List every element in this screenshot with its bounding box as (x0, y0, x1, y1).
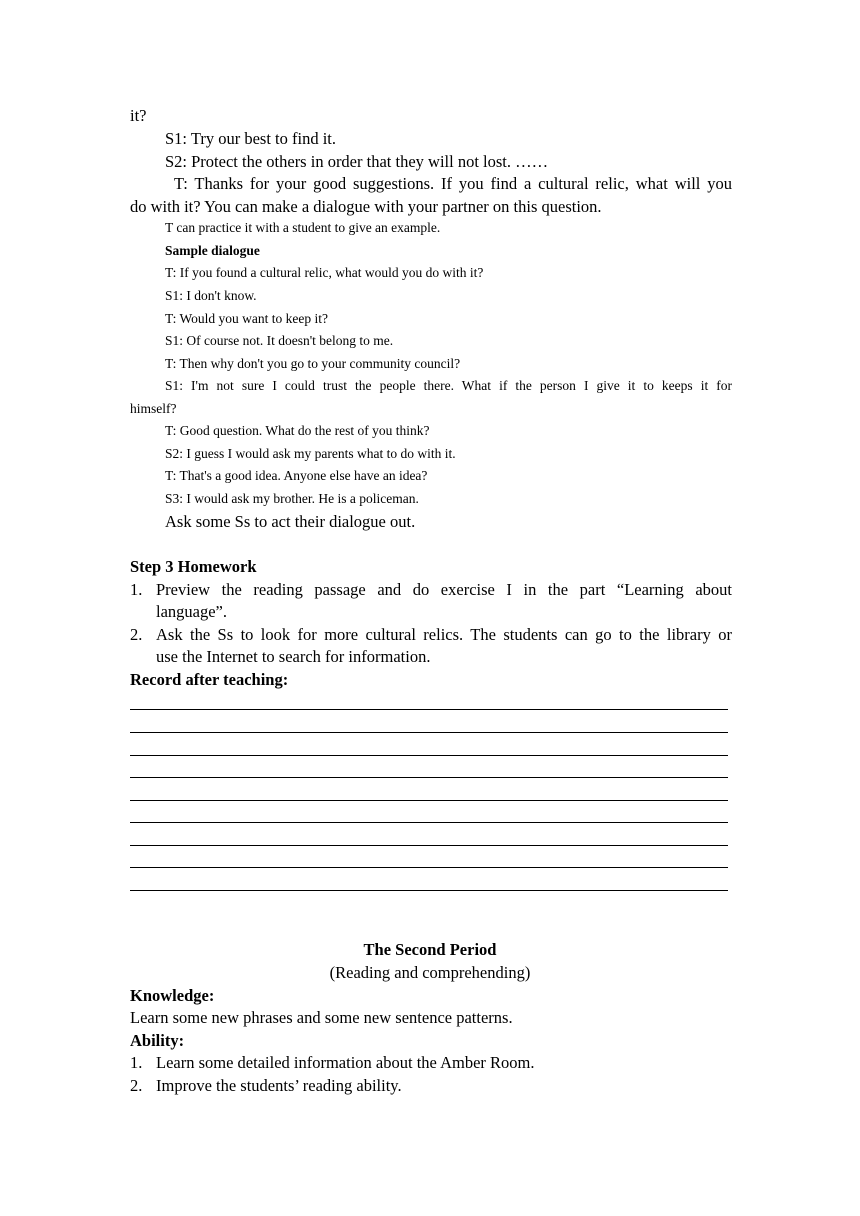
dialogue-line: S2: Protect the others in order that they will not lost. …… (165, 152, 549, 171)
record-writing-line (130, 800, 728, 801)
record-writing-line (130, 709, 728, 710)
record-writing-line (130, 732, 728, 733)
sample-line: S1: I'm not sure I could trust the people there. What if the person I give it to keeps it for (165, 378, 732, 393)
dialogue-line: it? (130, 106, 147, 125)
homework-item-number: 2. (130, 625, 143, 644)
sample-line: S2: I guess I would ask my parents what to do with it. (165, 446, 456, 461)
dialogue-line: do with it? You can make a dialogue with your partner on this question. (130, 197, 602, 216)
sample-line: T: Would you want to keep it? (165, 311, 328, 326)
homework-item: Ask the Ss to look for more cultural relics. The students can go to the library or (156, 625, 732, 644)
record-writing-line (130, 867, 728, 868)
sample-line: T: Then why don't you go to your community council? (165, 356, 461, 371)
knowledge-heading: Knowledge: (130, 986, 215, 1005)
homework-item: language”. (156, 602, 228, 621)
sample-line: S3: I would ask my brother. He is a policeman. (165, 491, 419, 506)
dialogue-line: S1: Try our best to find it. (165, 129, 336, 148)
sample-line: S1: I don't know. (165, 288, 257, 303)
ability-item: Improve the students’ reading ability. (156, 1076, 402, 1095)
sample-line: himself? (130, 401, 177, 416)
sample-line: S1: Of course not. It doesn't belong to me. (165, 333, 394, 348)
ability-item-number: 1. (130, 1053, 143, 1072)
homework-item: use the Internet to search for information. (156, 647, 431, 666)
sample-dialogue-heading: Sample dialogue (165, 243, 260, 258)
sample-intro: T can practice it with a student to give an example. (165, 220, 441, 235)
section-title: The Second Period (363, 940, 497, 959)
ability-item: Learn some detailed information about the Amber Room. (156, 1053, 535, 1072)
homework-heading: Step 3 Homework (130, 557, 257, 576)
record-writing-line (130, 845, 728, 846)
section-subtitle: (Reading and comprehending) (329, 963, 531, 982)
sample-line: T: That's a good idea. Anyone else have an idea? (165, 468, 428, 483)
act-out-instruction: Ask some Ss to act their dialogue out. (165, 512, 416, 531)
record-writing-line (130, 822, 728, 823)
homework-item: Preview the reading passage and do exercise I in the part “Learning about (156, 580, 732, 599)
sample-line: T: If you found a cultural relic, what would you do with it? (165, 265, 484, 280)
ability-heading: Ability: (130, 1031, 185, 1050)
record-writing-line (130, 890, 728, 891)
knowledge-text: Learn some new phrases and some new sentence patterns. (130, 1008, 513, 1027)
homework-item-number: 1. (130, 580, 143, 599)
record-heading: Record after teaching: (130, 670, 289, 689)
sample-line: T: Good question. What do the rest of you think? (165, 423, 430, 438)
ability-item-number: 2. (130, 1076, 143, 1095)
dialogue-line: T: Thanks for your good suggestions. If you find a cultural relic, what will you (174, 174, 732, 193)
record-writing-line (130, 777, 728, 778)
record-writing-line (130, 755, 728, 756)
